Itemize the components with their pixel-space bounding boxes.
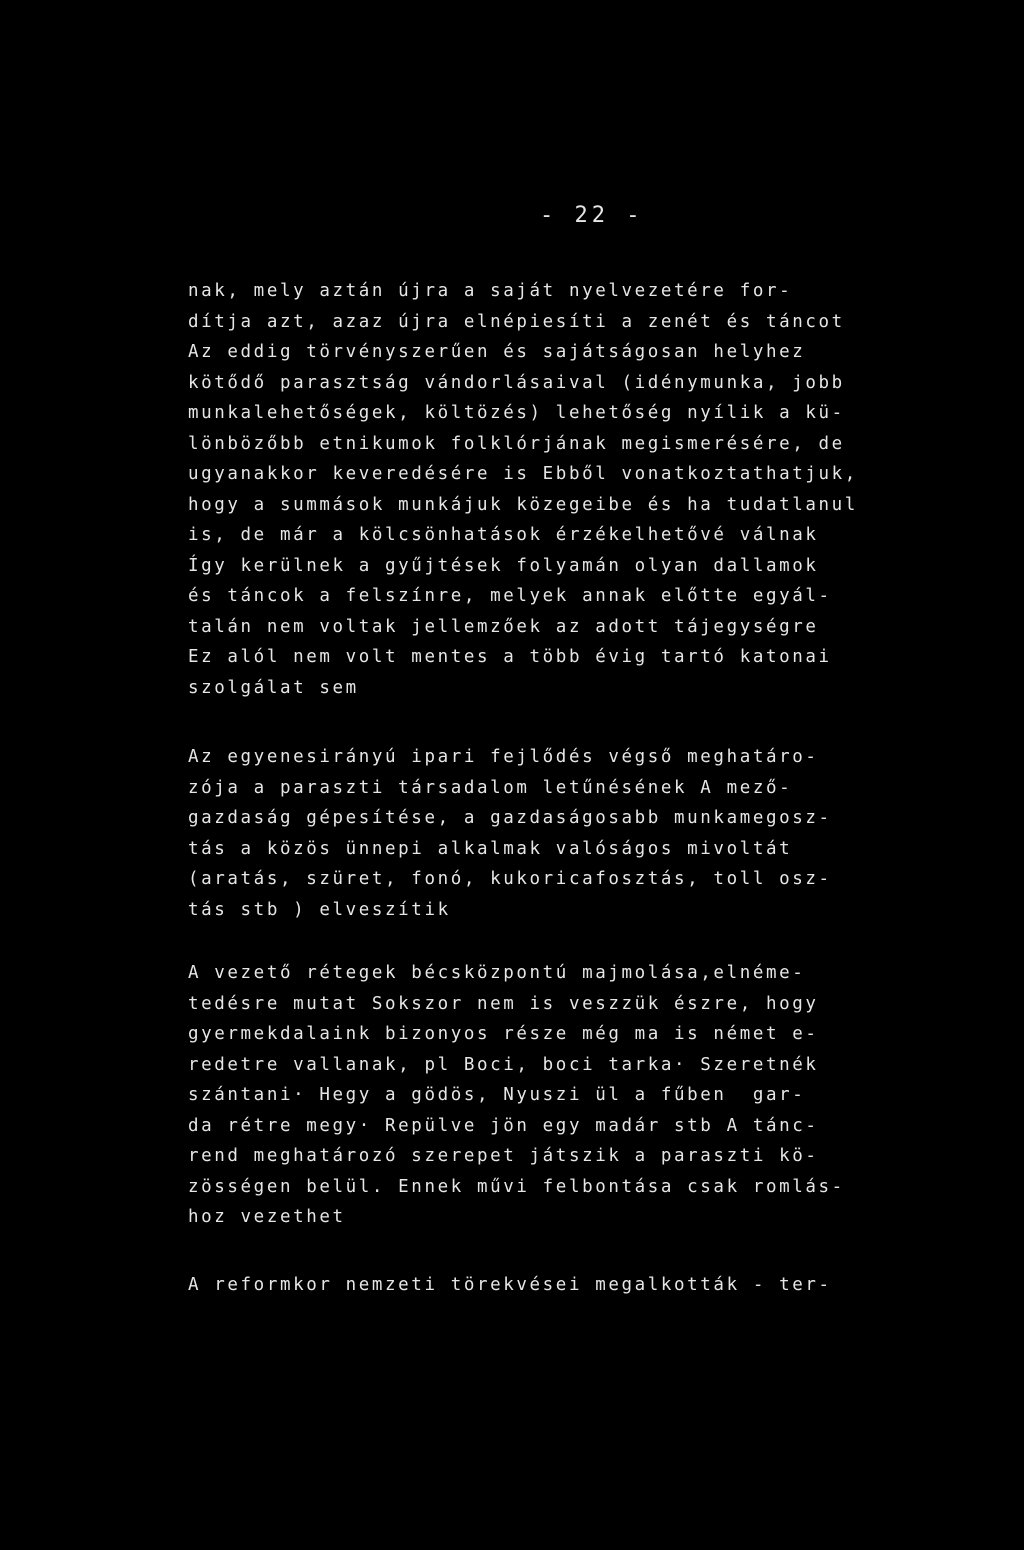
text-line: hogy a summások munkájuk közegeibe és ha tudatlanul [188, 494, 858, 515]
text-line: hoz vezethet [188, 1207, 346, 1227]
text-line: redetre vallanak, pl Boci, boci tarka· Szeretnék [188, 1054, 819, 1075]
paragraph-4 [188, 1270, 868, 1301]
text-line: gyermekdalaink bizonyos része még ma is német e- [188, 1024, 819, 1044]
paragraph-3 [188, 958, 868, 1233]
text-line: zösségen belül. Ennek művi felbontása csak romlás- [188, 1176, 845, 1197]
text-line: tás a közös ünnepi alkalmak valóságos mivoltát [188, 838, 793, 859]
text-line: munkalehetőségek, költözés) lehetőség nyílik a kü- [188, 403, 845, 423]
text-line: da rétre megy· Repülve jön egy madár stb A tánc- [188, 1115, 819, 1136]
text-line: nak, mely aztán újra a saját nyelvezetére for- [188, 281, 793, 301]
text-line: zója a paraszti társadalom letűnésének A mező- [188, 777, 793, 798]
text-line: szolgálat sem [188, 677, 359, 698]
text-line: ugyanakkor keveredésére is Ebből vonatkoztathatjuk, [188, 464, 858, 484]
page-number: - 22 - [540, 203, 644, 228]
text-line: kötődő parasztság vándorlásaival (idénymunka, jobb [188, 372, 845, 393]
text-line: Ez alól nem volt mentes a több évig tartó katonai [188, 647, 832, 667]
text-line: rend meghatározó szerepet játszik a paraszti kö- [188, 1146, 819, 1166]
text-line: talán nem voltak jellemzőek az adott tájegységre [188, 616, 819, 637]
text-line: szántani· Hegy a gödös, Nyuszi ül a fűben gar- [188, 1085, 806, 1105]
text-line: gazdaság gépesítése, a gazdaságosabb munkamegosz- [188, 808, 832, 828]
text-line: lönbözőbb etnikumok folklórjának megismerésére, de [188, 433, 845, 454]
text-line: (aratás, szüret, fonó, kukoricafosztás, toll osz- [188, 869, 832, 889]
text-line: Így kerülnek a gyűjtések folyamán olyan dallamok [188, 555, 819, 576]
text-line: Az eddig törvényszerűen és sajátságosan helyhez [188, 342, 806, 362]
text-line: tás stb ) elveszítik [188, 899, 451, 920]
text-line: Az egyenesirányú ipari fejlődés végső meghatáro- [188, 747, 819, 767]
text-line: A vezető rétegek bécsközpontú majmolása,elnéme- [188, 963, 806, 983]
text-line: A reformkor nemzeti törekvései megalkották - ter- [188, 1275, 832, 1295]
paragraph-2 [188, 742, 868, 925]
text-line: tedésre mutat Sokszor nem is veszzük észre, hogy [188, 993, 819, 1014]
text-line: és táncok a felszínre, melyek annak előtte egyál- [188, 586, 832, 606]
text-line: dítja azt, azaz újra elnépiesíti a zenét és táncot [188, 311, 845, 332]
paragraph-1 [188, 276, 868, 703]
text-line: is, de már a kölcsönhatások érzékelhetővé válnak [188, 525, 819, 545]
